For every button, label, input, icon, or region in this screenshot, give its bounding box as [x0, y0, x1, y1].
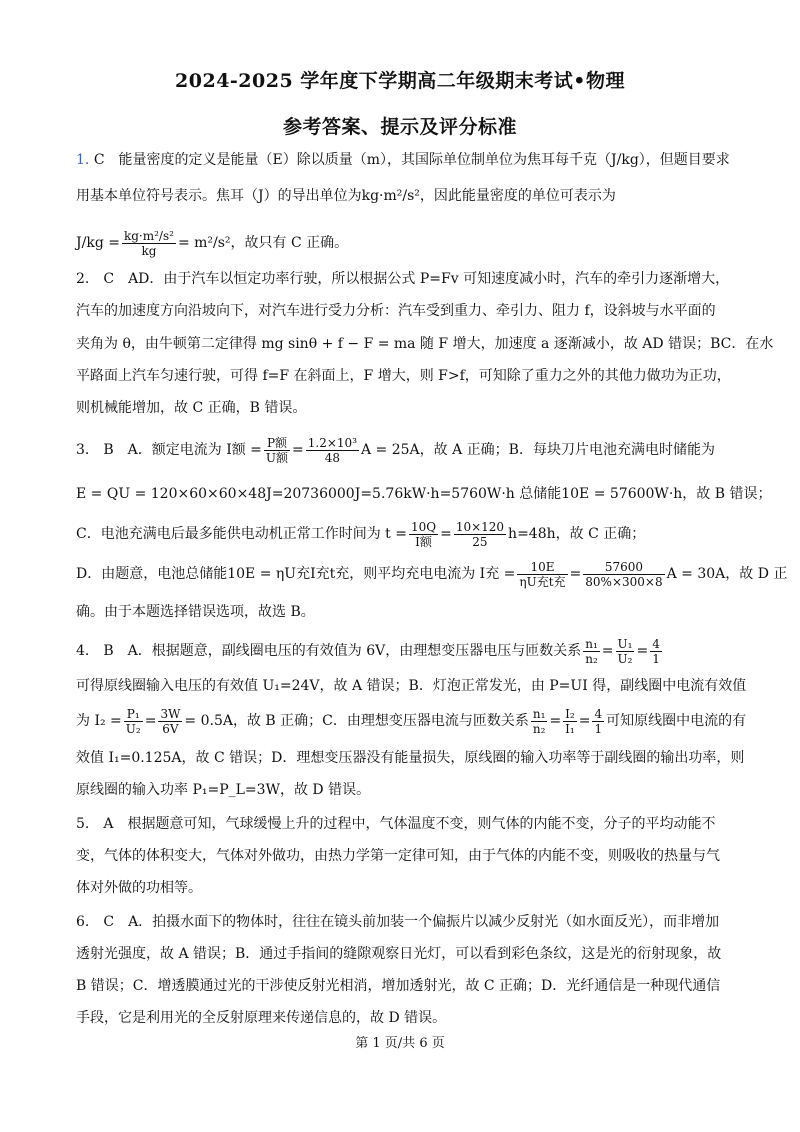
q3-l1-f2-num: 1.2×10³ [307, 435, 357, 450]
q3-l1-f2-den: 48 [324, 450, 341, 465]
q1-frac-num: kg·m²/s² [123, 228, 174, 243]
q4-l1-f2-num: U₁ [617, 636, 633, 651]
q3-l3-f1-den: I额 [415, 534, 432, 549]
q1-text-1: C 能量密度的定义是能量（E）除以质量（m），其国际单位制单位为焦耳每千克（J/kg），但题目要求 [93, 152, 730, 168]
q4-line-2: 可得原线圈输入电压的有效值 U₁=24V，故 A 错误；B．灯泡正常发光，由 P=UI 得，副线圈中电流有效值 [76, 678, 747, 694]
q3-l4-f2-den: 80%×300×8 [585, 574, 663, 589]
q4-l1-f1-num: n₁ [585, 636, 598, 651]
q3-l4-eq: = [569, 566, 582, 582]
q3-l3-left: C．电池充满电后最多能供电动机正常工作时间为 t = [76, 526, 407, 542]
q3-l4-f1-den: ηU充t充 [519, 574, 566, 589]
q4-l1-frac-1 [583, 637, 600, 666]
q4-l3-f4-den: I₁ [565, 721, 575, 736]
q6-line-4: 手段，它是利用光的全反射原理来传递信息的，故 D 错误。 [76, 1010, 447, 1026]
q3-l3-f1-num: 10Q [410, 519, 437, 534]
q4-l1-frac-3 [650, 637, 662, 666]
q4-l1-f3-num: 4 [652, 636, 660, 651]
q4-l3-f1-num: P₁ [124, 707, 143, 722]
q4-l3-eq2: = [549, 713, 562, 729]
q1-formula-right: = m²/s²，故只有 C 正确。 [177, 235, 349, 251]
q4-l3-f2-num: 3W [160, 706, 181, 721]
q2-line-4: 平路面上汽车匀速行驶，可得 f=F 在斜面上，F 增大，则 F>f，可知除了重力之外的其他力做功为正功， [76, 368, 731, 384]
q3-l1-right: A = 25A，故 A 正确；B．每块刀片电池充满电时储能为 [361, 442, 715, 458]
q3-line-2: E = QU = 120×60×60×48J=20736000J=5.76kW·h=5760W·h 总储能10E = 57600W·h，故 B 错误； [76, 486, 772, 502]
q3-l1-frac-2 [306, 436, 359, 465]
q4-l1-eq: = [601, 643, 614, 659]
q3-line-5: 确。由于本题选择错误选项，故选 B。 [76, 604, 315, 620]
q3-line-1 [76, 432, 728, 468]
q4-l3-frac-5 [592, 707, 604, 736]
q1-number: 1. [76, 152, 90, 168]
q4-l1-f2-den: U₂ [617, 651, 633, 666]
q1-line-2: 用基本单位符号表示。焦耳（J）的导出单位为kg·m²/s²，因此能量密度的单位可表示为 [76, 188, 616, 204]
q5-line-2: 变，气体的体积变大，气体对外做功，由热力学第一定律可知，由于气体的内能不变，则吸收的热量与气 [76, 848, 720, 864]
q3-l1-f1-den: U额 [265, 450, 289, 465]
q4-line-5: 原线圈的输入功率 P₁=P_L=3W，故 D 错误。 [76, 782, 371, 798]
q1-formula-left: J/kg = [76, 235, 120, 251]
q3-l3-eq: = [440, 526, 452, 542]
q4-l3-f3-num: n₁ [532, 706, 546, 721]
q3-l3-right: h=48h，故 C 正确； [508, 526, 646, 542]
q4-l3-mid: = 0.5A，故 B 正确；C．由理想变压器电流与匝数关系 [184, 713, 529, 729]
q4-l3-frac-2 [158, 707, 182, 736]
q4-l3-f2-den: 6V [162, 721, 179, 736]
q3-l3-frac-1 [409, 520, 438, 549]
q5-line-1: 5. A 根据题意可知，气球缓慢上升的过程中，气体温度不变，则气体的内能不变，分子的平均动能不 [76, 816, 716, 832]
q4-line-4: 效值 I₁=0.125A，故 C 错误；D．理想变压器没有能量损失，原线圈的输入功率等于副线圈的输出功率，则 [76, 750, 745, 766]
q4-line-1 [76, 633, 728, 669]
q4-l3-f5-num: 4 [594, 706, 603, 721]
q1-line-1 [76, 150, 728, 170]
q6-line-3: B 错误；C．增透膜通过光的干涉使反射光相消，增加透射光，故 C 正确；D．光纤通信是一种现代通信 [76, 978, 721, 994]
exam-title: 2024-2025 学年度下学期高二年级期末考试•物理 [175, 70, 625, 92]
q4-l3-frac-4 [563, 707, 577, 736]
q4-l3-f1-den: U₂ [125, 721, 141, 736]
q4-l3-left: 为 I₂ = [76, 713, 122, 729]
q4-l3-f4-num: I₂ [565, 706, 575, 721]
q4-l3-right: 可知原线圈中电流的有 [606, 713, 747, 729]
q1-fraction [122, 229, 176, 258]
q6-line-1: 6. C A．拍摄水面下的物体时，往往在镜头前加装一个偏振片以减少反射光（如水面反光），而非增加 [76, 914, 720, 930]
q3-l4-frac-1 [517, 560, 567, 589]
q3-l4-f1-num: 10E [517, 560, 567, 575]
q4-line-3 [76, 703, 747, 739]
answer-key-subtitle: 参考答案、提示及评分标准 [282, 116, 517, 138]
q3-l4-f2-num: 57600 [583, 560, 664, 575]
q4-l1-left: 4. B A．根据题意，副线圈电压的有效值为 6V，由理想变压器电压与匝数关系 [76, 643, 582, 659]
q4-l3-eq: = [144, 713, 157, 729]
q6-line-2: 透射光强度，故 A 错误；B．通过手指间的缝隙观察日光灯，可以看到彩色条纹，这是光的衍射现象，故 [76, 946, 722, 962]
q3-l1-left: 3. B A．额定电流为 I额 = [76, 442, 262, 458]
q1-line-3 [76, 226, 728, 260]
q1-frac-den: kg [141, 243, 157, 258]
q3-l4-frac-2 [583, 560, 664, 589]
q4-l3-f5-den: 1 [594, 721, 603, 736]
q3-l3-f2-den: 25 [472, 534, 488, 549]
q3-line-4 [76, 556, 788, 592]
q4-l1-eq2: = [636, 643, 649, 659]
q4-l3-frac-1 [124, 707, 143, 736]
q3-l1-f1-num: P额 [264, 436, 290, 451]
q3-l4-right: A = 30A，故 D 正 [666, 566, 788, 582]
q4-l1-f3-den: 1 [652, 651, 660, 666]
q3-l3-f2-num: 10×120 [455, 519, 505, 534]
q5-line-3: 体对外做的功相等。 [76, 880, 202, 896]
q2-line-5: 则机械能增加，故 C 正确，B 错误。 [76, 400, 307, 416]
q2-line-1: 2. C AD．由于汽车以恒定功率行驶，所以根据公式 P=Fv 可知速度减小时，汽车的牵引力逐渐增大， [76, 271, 730, 287]
q3-line-3 [76, 516, 728, 552]
q4-l3-eq3: = [578, 713, 591, 729]
q2-line-3: 夹角为 θ，由牛顿第二定律得 mg sinθ + f − F = ma 随 F 增大，加速度 a 逐渐减小，故 AD 错误；BC．在水 [76, 336, 774, 352]
q4-l3-f3-den: n₂ [532, 721, 546, 736]
q3-l4-left: D．由题意，电池总储能10E = ηU充I充t充，则平均充电电流为 I充 = [76, 566, 516, 582]
q4-l3-frac-3 [531, 707, 548, 736]
q3-l1-frac-1 [264, 436, 290, 465]
q4-l1-frac-2 [616, 637, 635, 666]
q3-l3-frac-2 [454, 520, 506, 549]
q2-line-2: 汽车的加速度方向沿坡向下，对汽车进行受力分析：汽车受到重力、牵引力、阻力 f，设斜坡与水平面的 [76, 303, 716, 319]
q4-l1-f1-den: n₂ [585, 651, 598, 666]
q3-l1-eq: = [292, 442, 304, 458]
page-footer: 第 1 页/共 6 页 [355, 1036, 445, 1051]
